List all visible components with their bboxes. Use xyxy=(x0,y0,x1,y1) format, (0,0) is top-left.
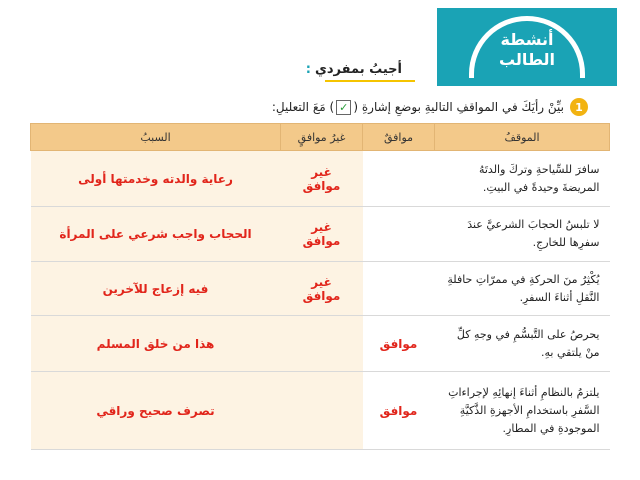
subtitle-colon: : xyxy=(305,62,311,77)
reason-cell: هذا من خلق المسلم xyxy=(31,316,281,372)
answer-table xyxy=(30,123,610,450)
table-header-row xyxy=(31,124,610,151)
instruction-text-before: بيِّنْ رأيَكَ في المواقفِ التاليةِ بوضعِ إشارةِ ( xyxy=(353,99,564,114)
section-subtitle xyxy=(306,62,402,77)
subtitle-underline xyxy=(325,80,415,82)
instruction xyxy=(272,98,588,116)
check-mark-icon: ✓ xyxy=(336,100,351,115)
table-row xyxy=(31,372,610,450)
agree-cell xyxy=(363,151,435,207)
instruction-text xyxy=(272,100,564,115)
position-cell: سافرَ للسِّياحةِ وتركَ والدتَهُ المريضةَ وحيدةً في البيتِ. xyxy=(435,151,610,207)
disagree-cell: غير موافق xyxy=(281,207,363,262)
reason-cell: رعاية والدته وخدمتها أولى xyxy=(31,151,281,207)
badge-ring xyxy=(469,16,585,78)
table-row xyxy=(31,262,610,316)
disagree-cell: غير موافق xyxy=(281,262,363,316)
disagree-cell: غير موافق xyxy=(281,151,363,207)
position-cell: يُكْثِرُ منَ الحركةِ في ممرّاتِ حافلةِ النَّقلِ أثناءَ السفرِ. xyxy=(435,262,610,316)
disagree-cell xyxy=(281,372,363,450)
header-agree: موافقٌ xyxy=(363,124,435,151)
activity-badge xyxy=(437,8,617,86)
reason-cell: تصرف صحيح وراقي xyxy=(31,372,281,450)
position-cell: يحرصُ على التَّبسُّمِ في وجهِ كلِّ منْ يلتقي بهِ. xyxy=(435,316,610,372)
agree-cell xyxy=(363,207,435,262)
badge-line-1: أنشطة xyxy=(500,29,554,49)
agree-cell: موافق xyxy=(363,316,435,372)
question-number: 1 xyxy=(570,98,588,116)
instruction-text-after: ) مَعَ التعليلِ: xyxy=(271,99,335,114)
position-cell: لا تلبسُ الحجابَ الشرعيَّ عندَ سفرِها للخارجِ. xyxy=(435,207,610,262)
reason-cell: الحجاب واجب شرعي على المرأة xyxy=(31,207,281,262)
table-row xyxy=(31,316,610,372)
header-reason: السببُ xyxy=(31,124,281,151)
position-cell: يلتزمُ بالنظامِ أثناءَ إنهائِهِ لإجراءاتِ السَّفرِ باستخدامِ الأجهزةِ الذَّكيَّةِ الموجودةِ في المطارِ. xyxy=(435,372,610,450)
agree-cell: موافق xyxy=(363,372,435,450)
table-row xyxy=(31,207,610,262)
header-disagree: غيرُ موافقٍ xyxy=(281,124,363,151)
subtitle-text: أجيبُ بمفردي xyxy=(314,62,402,77)
agree-cell xyxy=(363,262,435,316)
disagree-cell xyxy=(281,316,363,372)
header-position: الموقفُ xyxy=(435,124,610,151)
badge-line-2: الطالب xyxy=(498,49,556,69)
table-row xyxy=(31,151,610,207)
reason-cell: فيه إزعاج للآخرين xyxy=(31,262,281,316)
